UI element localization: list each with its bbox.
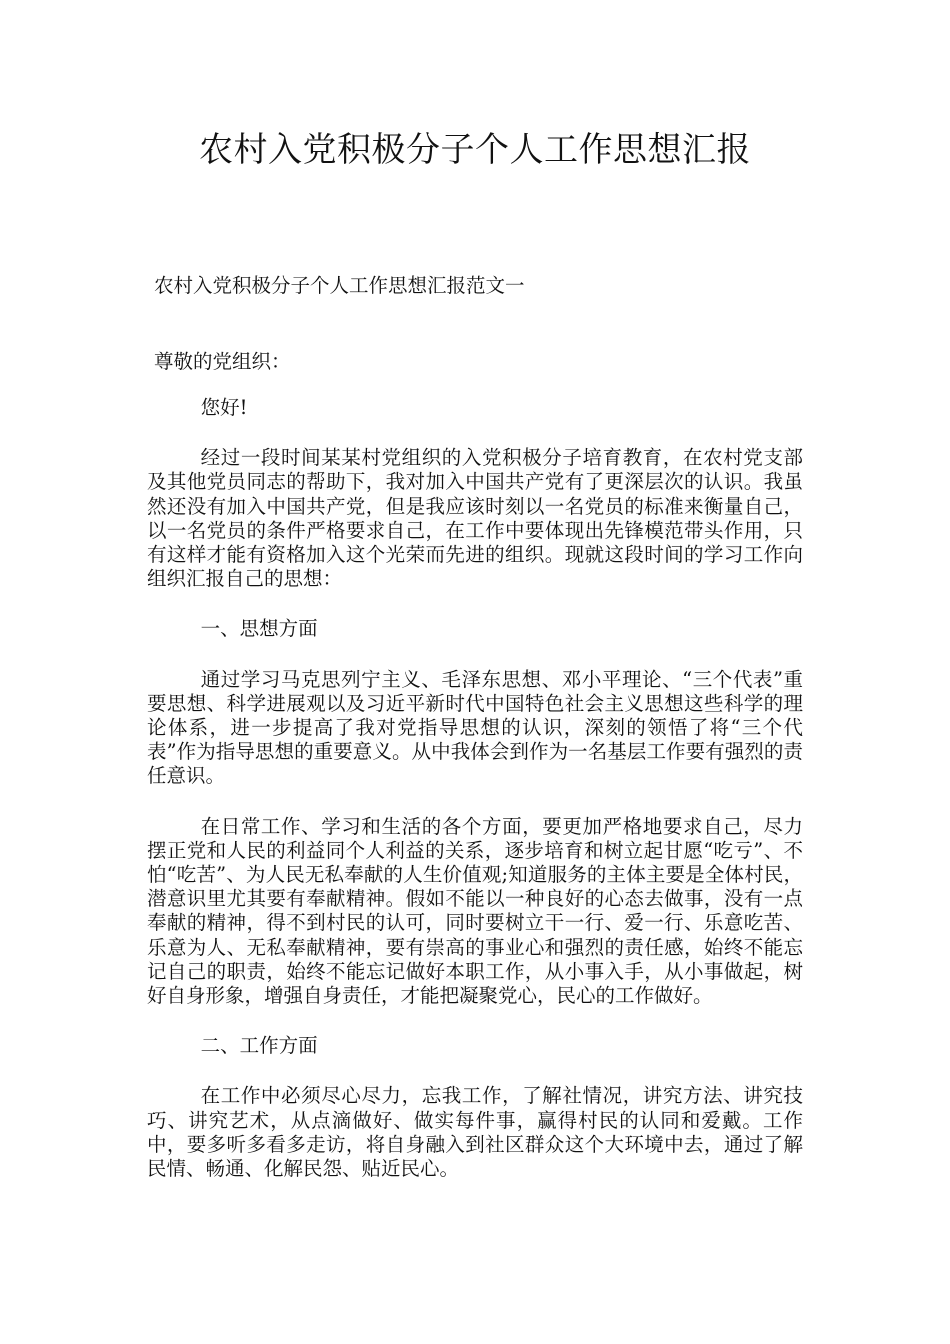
document-subtitle: 农村入党积极分子个人工作思想汇报范文一 bbox=[154, 274, 525, 297]
paragraph-intro: 经过一段时间某某村党组织的入党积极分子培育教育，在农村党支部及其他党员同志的帮助下，我对加入中国共产党有了更深层次的认识。我虽然还没有加入中国共产党，但是我应该时刻以一名党员的标准来衡量自己，以一名党员的条件严格要求自己，在工作中要体现出先锋模范带头作用，只有这样才能有资格加入这个光荣而先进的组织。现就这段时间的学习工作向组织汇报自己的思想： bbox=[147, 446, 803, 591]
document-body bbox=[147, 396, 803, 1207]
section-heading-thought: 一、思想方面 bbox=[200, 617, 318, 641]
paragraph-theory: 通过学习马克思列宁主义、毛泽东思想、邓小平理论、“三个代表”重要思想、科学进展观以及习近平新时代中国特色社会主义思想这些科学的理论体系，进一步提高了我对党指导思想的认识，深刻的领悟了将“三个代表”作为指导思想的重要意义。从中我体会到作为一名基层工作要有强烈的责任意识。 bbox=[147, 667, 803, 788]
paragraph-work: 在工作中必须尽心尽力，忘我工作，了解社情况，讲究方法、讲究技巧、讲究艺术，从点滴做好、做实每件事，赢得村民的认同和爱戴。工作中，要多听多看多走访，将自身融入到社区群众这个大环境中去，通过了解民情、畅通、化解民怨、贴近民心。 bbox=[147, 1084, 803, 1181]
salutation: 尊敬的党组织： bbox=[154, 350, 291, 373]
document-title: 农村入党积极分子个人工作思想汇报 bbox=[199, 130, 751, 170]
paragraph-daily-life: 在日常工作、学习和生活的各个方面，要更加严格地要求自己，尽力摆正党和人民的利益同个人利益的关系，逐步培育和树立起甘愿“吃亏”、不怕“吃苦”、为人民无私奉献的人生价值观;知道服务的主体主要是全体村民，潜意识里尤其要有奉献精神。假如不能以一种良好的心态去做事，没有一点奉献的精神，得不到村民的认可，同时要树立干一行、爱一行、乐意吃苦、乐意为人、无私奉献精神，要有崇高的事业心和强烈的责任感，始终不能忘记自己的职责，始终不能忘记做好本职工作，从小事入手，从小事做起，树好自身形象，增强自身责任，才能把凝聚党心，民心的工作做好。 bbox=[147, 814, 803, 1008]
greeting: 您好! bbox=[200, 396, 248, 419]
section-heading-work: 二、工作方面 bbox=[200, 1034, 318, 1058]
